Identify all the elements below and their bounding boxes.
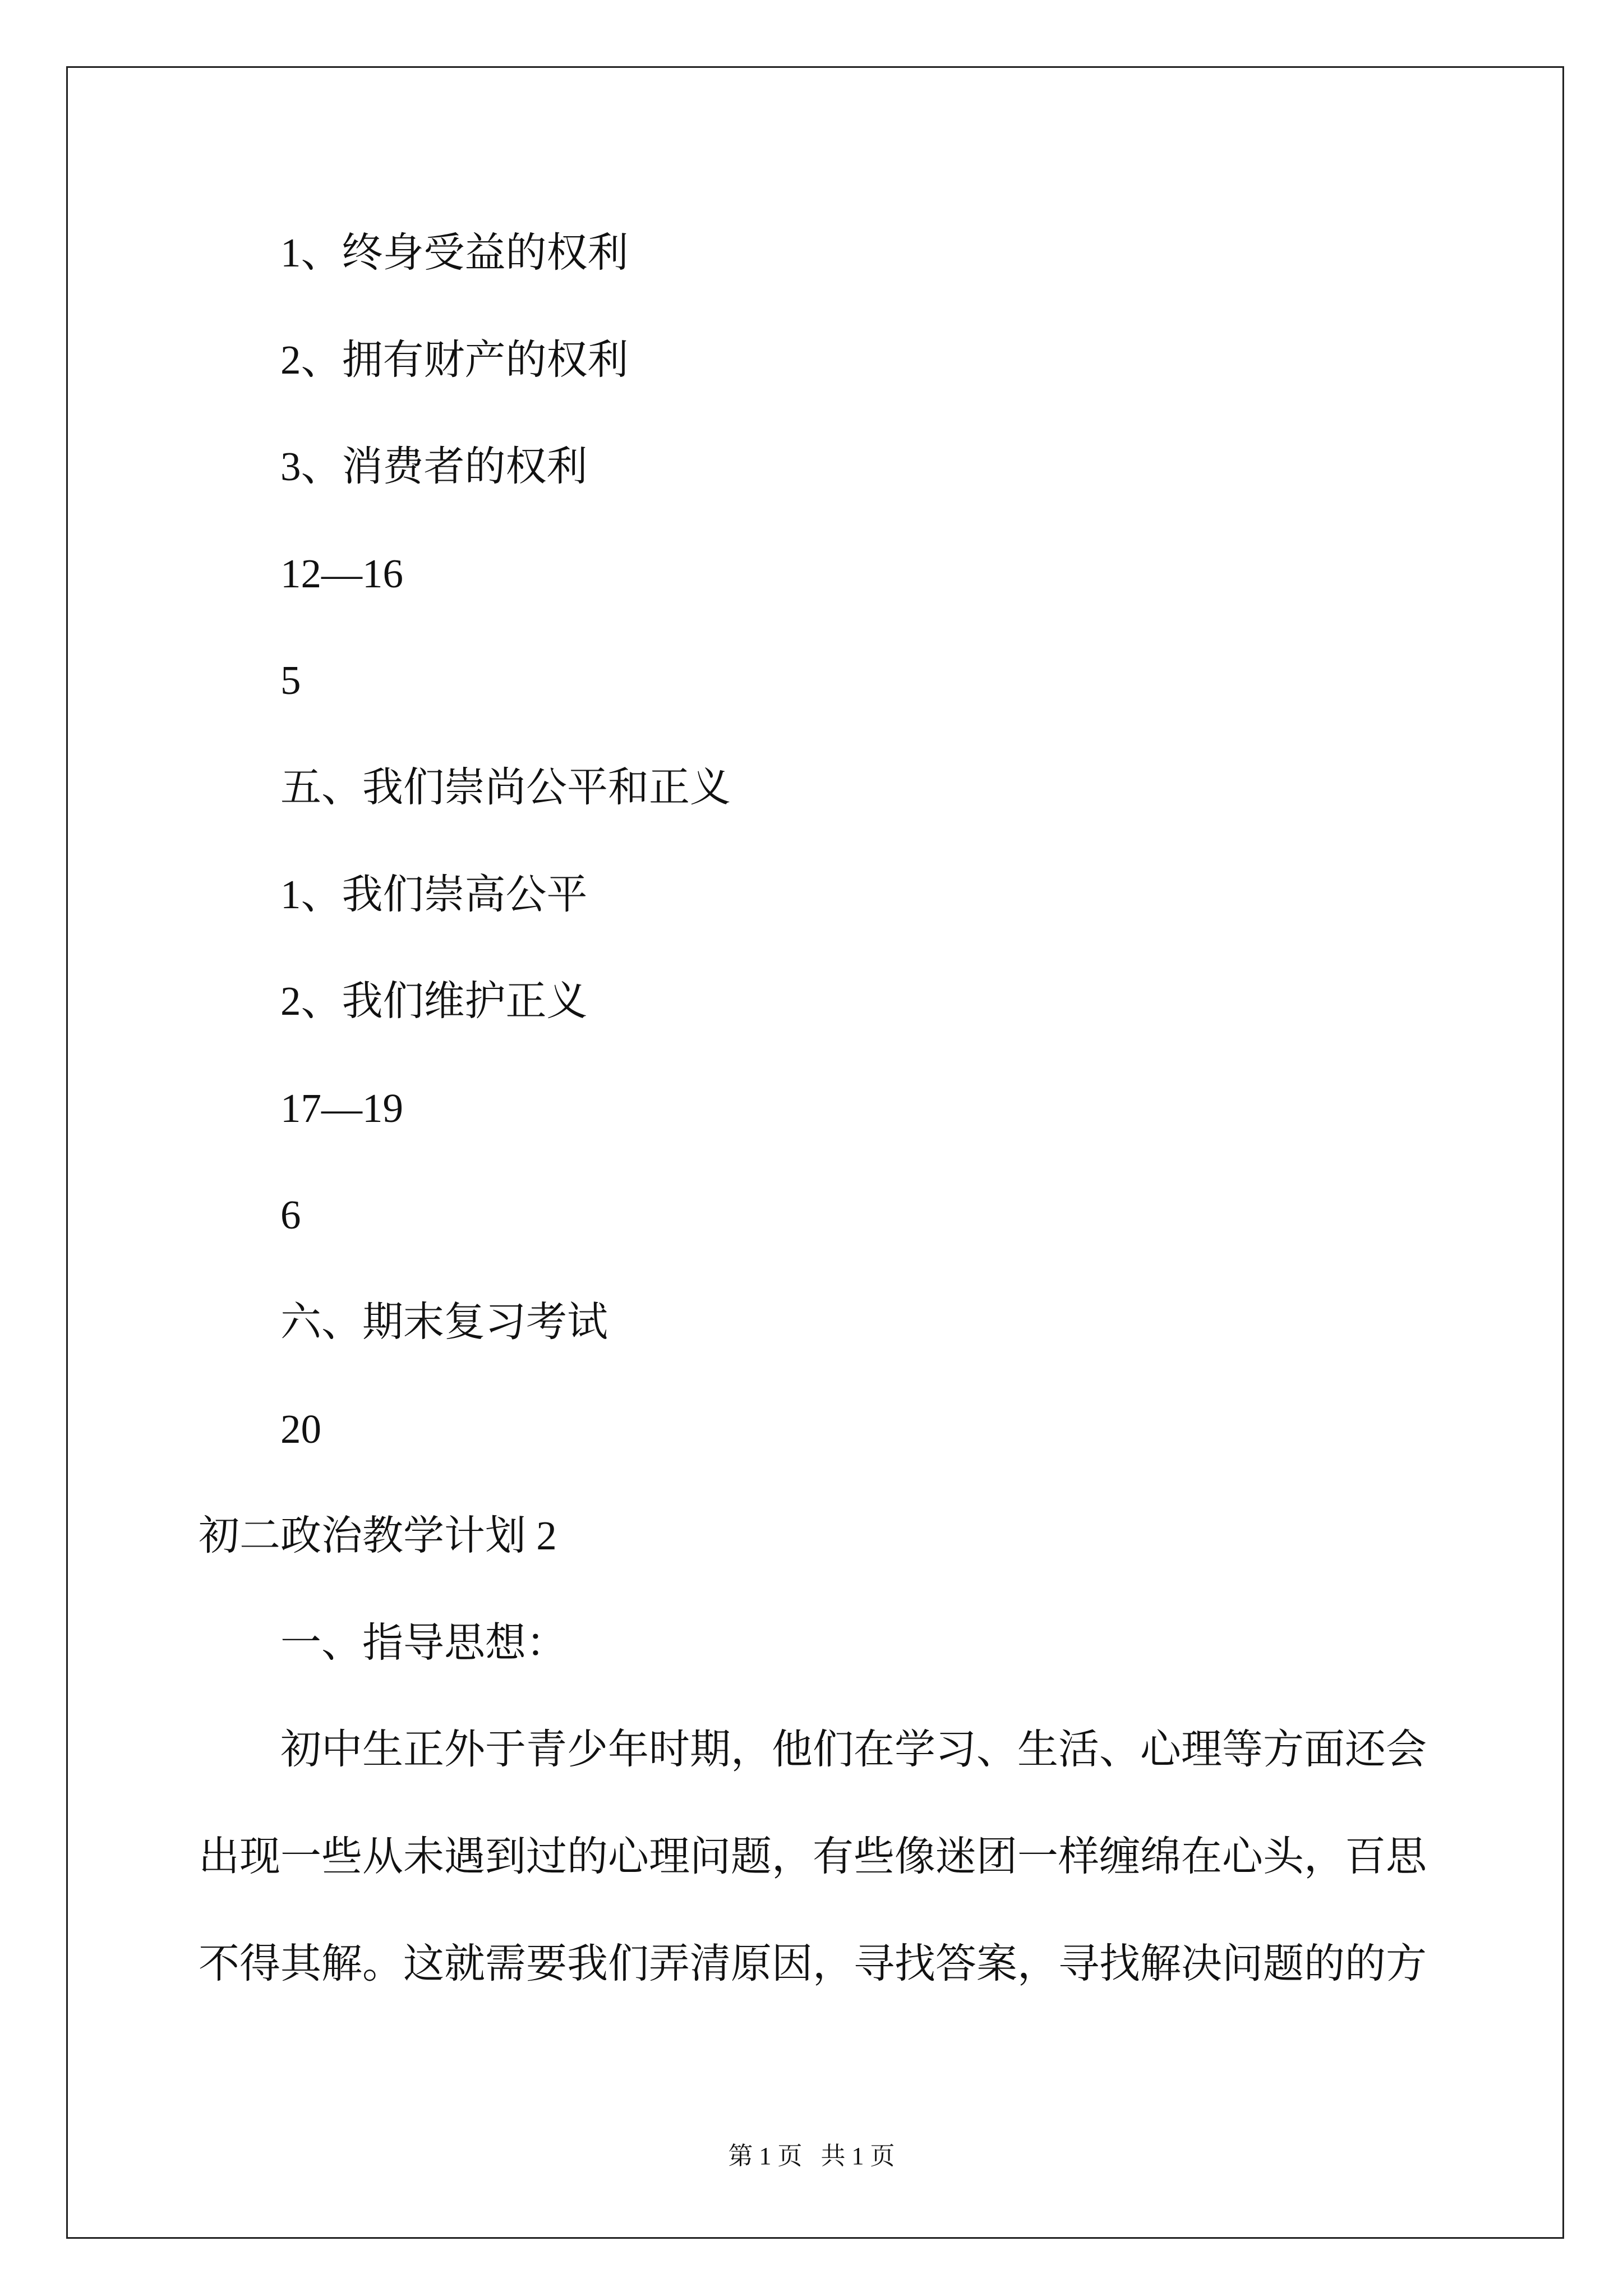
rights-item: 1、终身受益的权利: [280, 230, 629, 275]
unit-item: 2、我们维护正义: [280, 978, 588, 1024]
paragraph-line: 初中生正外于青少年时期，他们在学习、生活、心理等方面还会: [280, 1727, 1427, 1773]
document-title: 初二政治教学计划 2: [199, 1513, 557, 1559]
document-body: [199, 200, 1449, 2017]
lesson-number: 6: [280, 1192, 301, 1238]
lesson-number: 5: [280, 657, 301, 703]
unit-item: 1、我们崇高公平: [280, 871, 588, 917]
section-heading: 一、指导思想：: [280, 1619, 567, 1665]
unit-heading: 五、我们崇尚公平和正义: [280, 764, 731, 810]
paragraph-line: 出现一些从未遇到过的心理问题，有些像迷团一样缠绵在心头，百思: [199, 1833, 1427, 1879]
paragraph-line: 不得其解。这就需要我们弄清原因，寻找答案，寻找解决问题的的方: [199, 1940, 1427, 1986]
week-range: 17—19: [280, 1085, 403, 1131]
rights-item: 2、拥有财产的权利: [280, 337, 629, 383]
rights-item: 3、消费者的权利: [280, 444, 588, 490]
page-footer: 第 1 页 共 1 页: [728, 2142, 895, 2170]
unit-heading: 六、期末复习考试: [280, 1299, 608, 1345]
week-range: 12—16: [280, 550, 403, 596]
week-range: 20: [280, 1406, 321, 1452]
